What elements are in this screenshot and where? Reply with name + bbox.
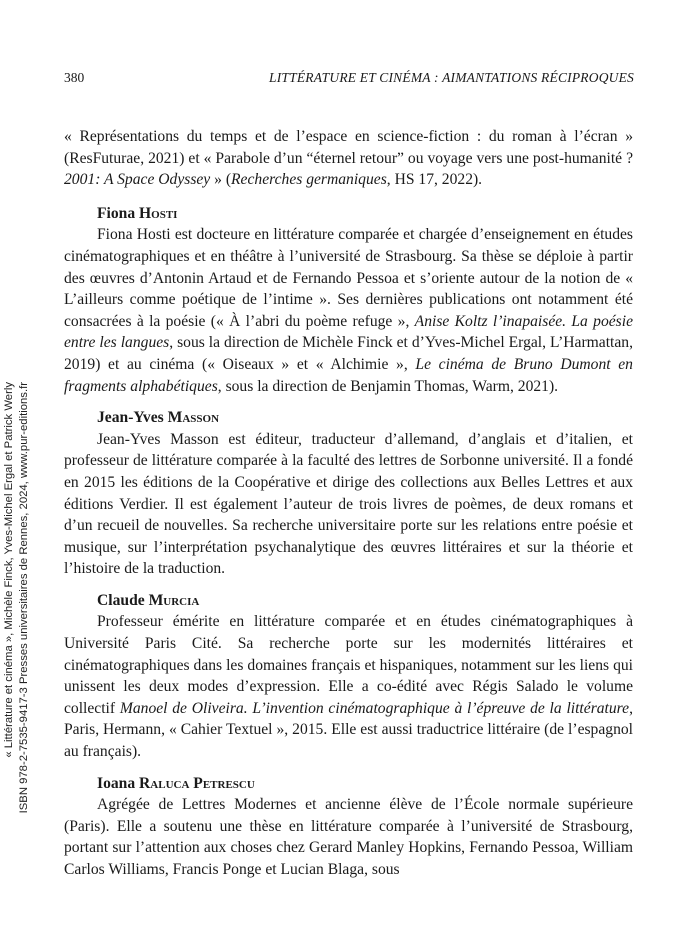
contributor-name: Ioana Raluca Petrescu — [97, 774, 255, 792]
contributor-bio: Professeur émérite en littérature comparée et en études cinématographiques à Université Paris Cité. Sa recherche porte sur les modernités littéraires et cinématographiques dans les domaines français et hispaniques, notamment sur les liens qui unissent les deux modes d’expression. Elle a co-édité avec Régis Salado le volume collectif Manoel de Oliveira. L’invention cinématographique à l’épreuve de la littérature, Paris, Hermann, « Cahier Textuel », 2015. Elle est aussi traductrice littéraire (de l’espagnol au français). — [64, 613, 634, 761]
contributor-entry-masson — [64, 407, 633, 580]
running-title: LITTÉRATURE ET CINÉMA : AIMANTATIONS RÉCIPROQUES — [269, 70, 634, 85]
contributor-name: Fiona Hosti — [97, 204, 178, 222]
contributor-bio: Fiona Hosti est docteure en littérature comparée et chargée d’enseignement en études cinématographiques et en théâtre à l’université de Strasbourg. Sa thèse se déploie à partir des œuvres d’Antonin Artaud et de Fernando Pessoa et s’oriente autour de la notion de « L’ailleurs comme poétique de l’intime ». Ses dernières publications ont notamment été consacrées à la poésie (« À l’abri du poème refuge », Anise Koltz l’inapaisée. La poésie entre les langues, sous la direction de Michèle Finck et d’Yves-Michel Ergal, L’Harmattan, 2019) et au cinéma (« Oiseaux » et « Alchimie », Le cinéma de Bruno Dumont en fragments alphabétiques, sous la direction de Benjamin Thomas, Warm, 2021). — [64, 226, 634, 395]
contributor-bio: Jean-Yves Masson est éditeur, traducteur d’allemand, d’anglais et d’italien, et professeur de littérature comparée à la faculté des lettres de Sorbonne université. Il a fondé en 2015 les éditions de la Coopérative et dirige des collections aux Belles Lettres et aux éditions Verdier. Il est également l’auteur de trois livres de poèmes, de deux romans et d’un recueil de nouvelles. Sa recherche universitaire porte sur les relations entre poésie et musique, sur l’interprétation psychanalytique des œuvres littéraires et sur la théorie et l’histoire de la traduction. — [64, 430, 633, 578]
contributor-name: Jean-Yves Masson — [97, 409, 220, 427]
contributor-entry-murcia — [64, 590, 633, 763]
page-header — [64, 68, 634, 88]
page-number: 380 — [64, 70, 85, 85]
contributor-bio: Agrégée de Lettres Modernes et ancienne élève de l’École normale supérieure (Paris). Elle a soutenu une thèse en littérature comparée à l’université de Strasbourg, portant sur l’attention aux choses chez Gerard Manley Hopkins, Fernando Pessoa, William Carlos Williams, Francis Ponge et Lucian Blaga, sous — [64, 796, 633, 878]
contributor-entry-hosti — [64, 203, 633, 397]
copyright-sidebar — [2, 382, 56, 942]
page-body — [64, 126, 633, 881]
contributor-name: Claude Murcia — [97, 591, 200, 609]
sidebar-line-2: ISBN 978-2-7535-9417-3 Presses universitaires de Rennes, 2024, www.pur-editions.fr — [18, 382, 30, 814]
intro-paragraph: « Représentations du temps et de l’espace en science-fiction : du roman à l’écran » (ResFuturae, 2021) et « Parabole d’un “éternel retour” ou voyage vers une post-humanité ? 2001: A Space Odyssey » (Recherches germaniques, HS 17, 2022). — [64, 128, 633, 189]
contributor-entry-petrescu — [64, 773, 633, 881]
sidebar-line-1: « Littérature et cinéma », Michèle Finck, Yves-Michel Ergal et Patrick Werly — [3, 382, 15, 758]
